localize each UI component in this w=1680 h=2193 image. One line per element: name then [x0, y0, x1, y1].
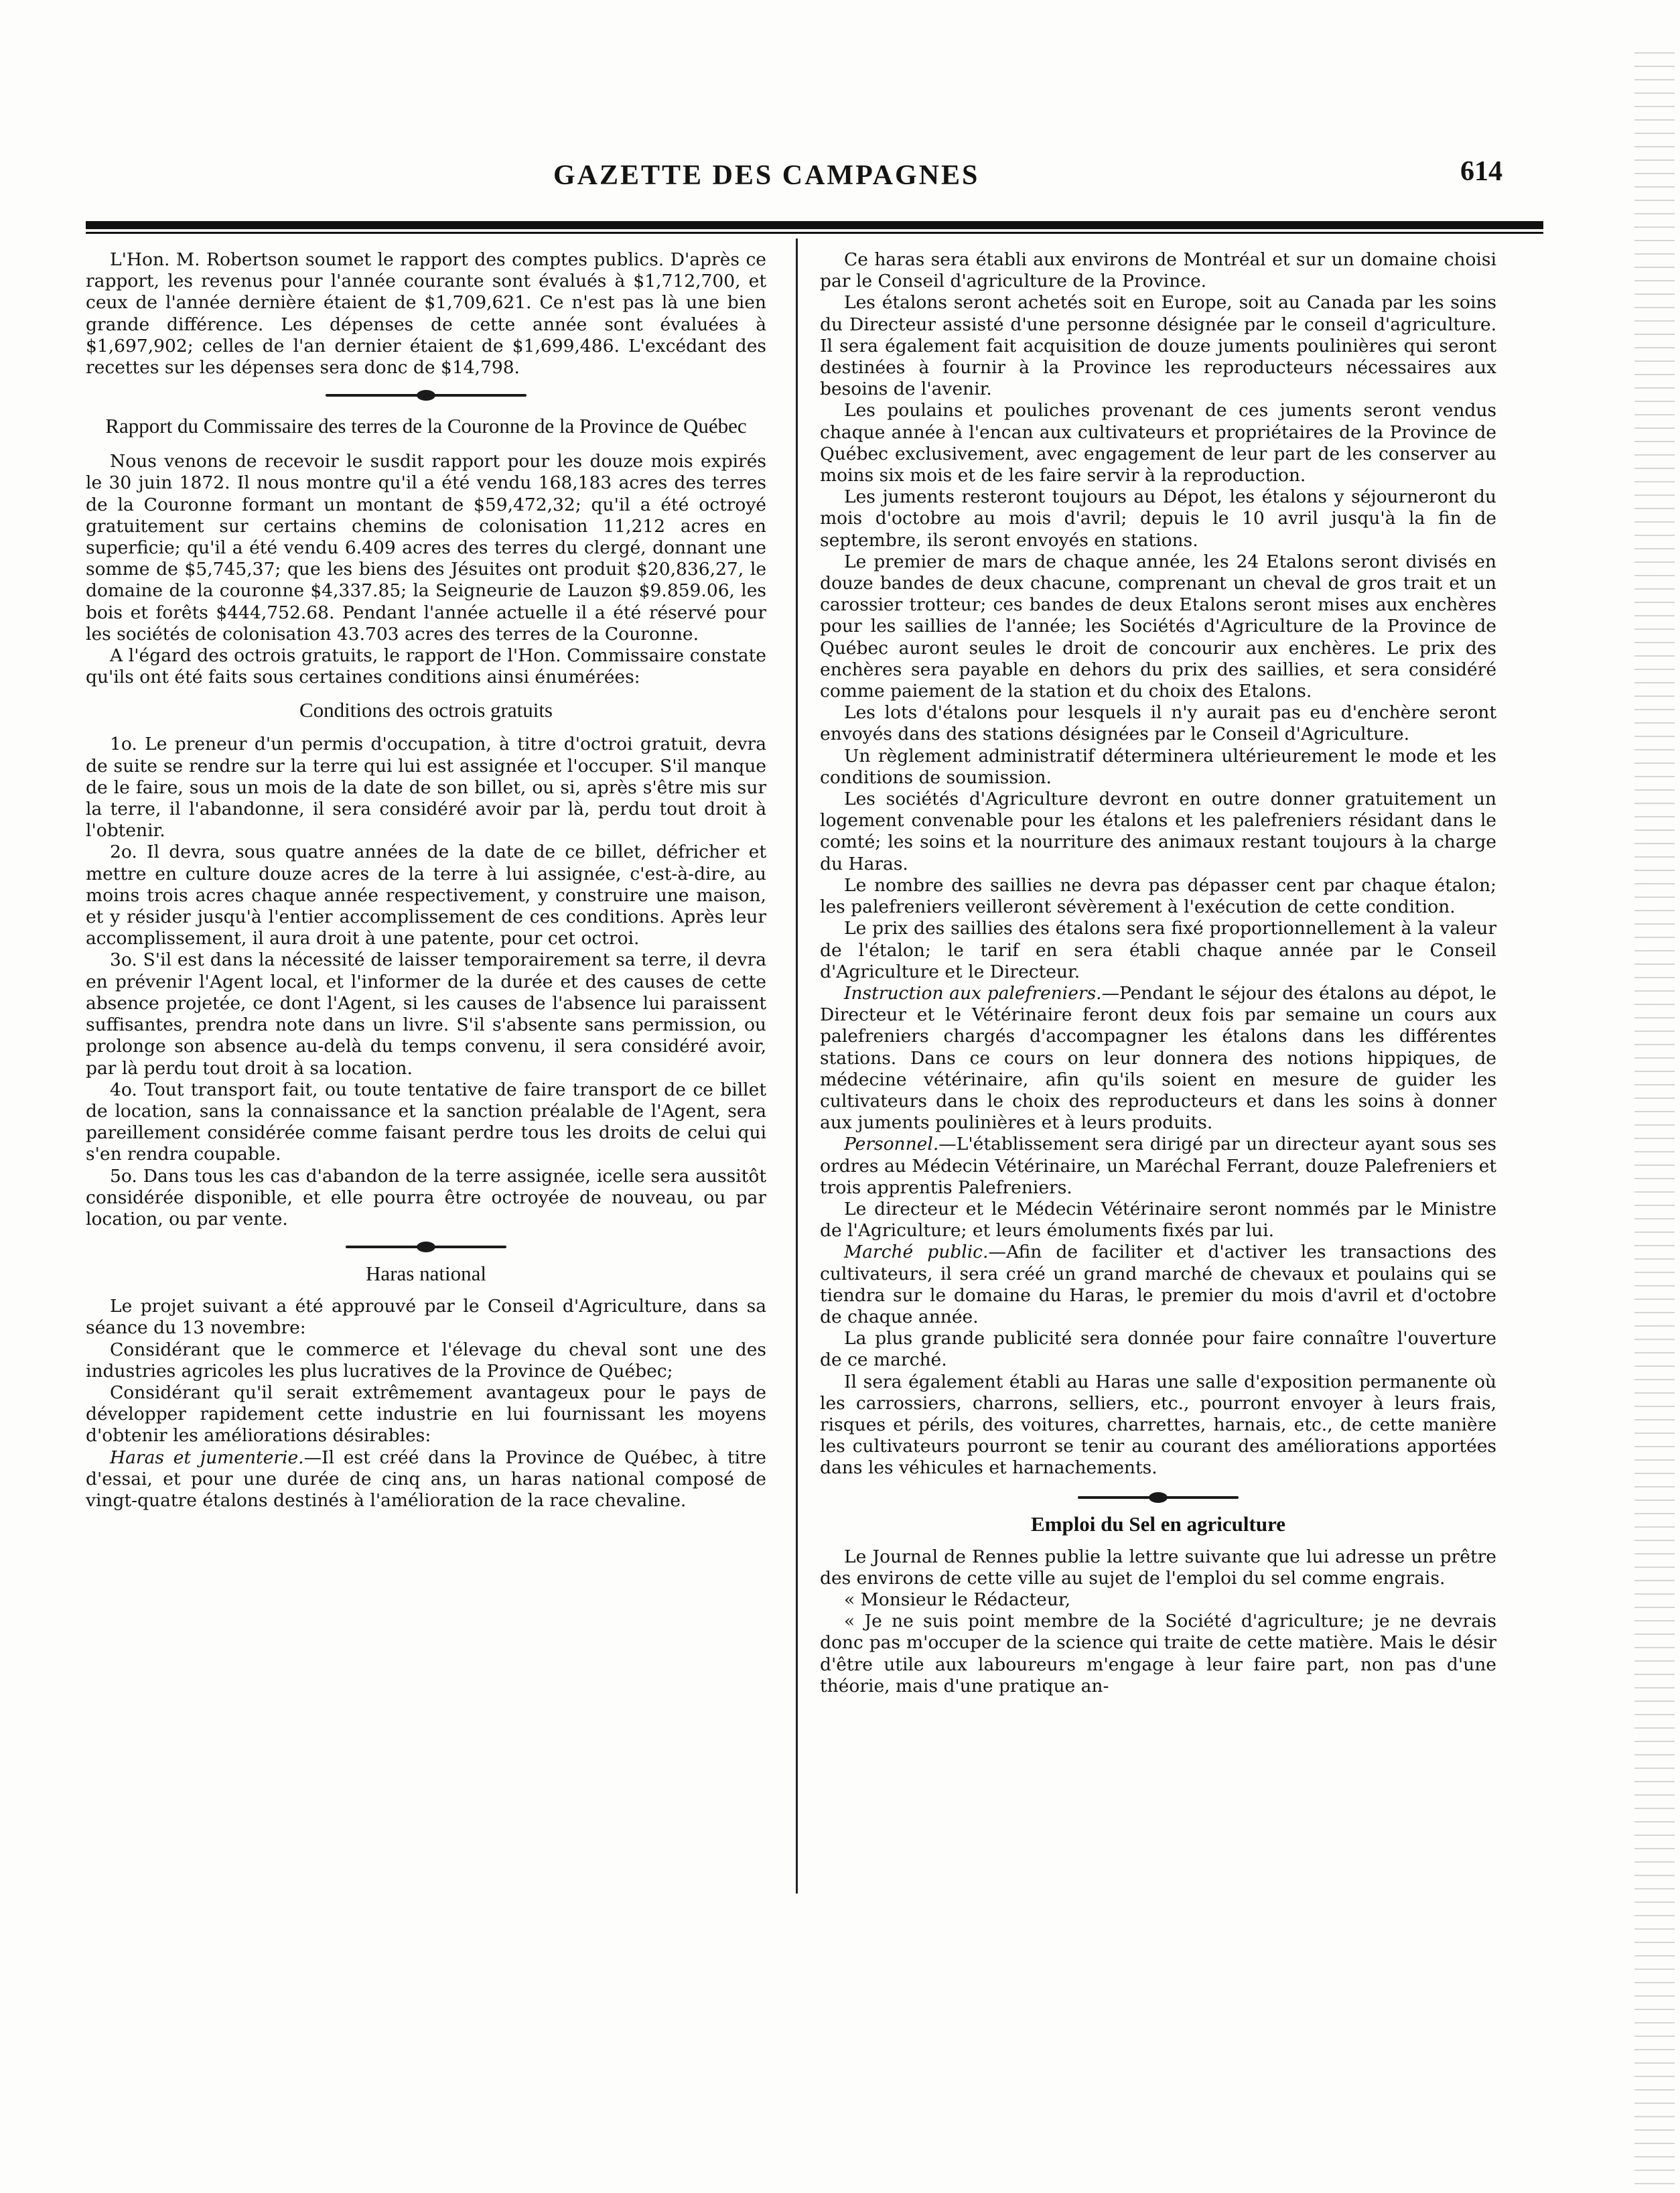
run-in-instruction: Instruction aux palefreniers. [844, 982, 1102, 1004]
heading-rapport-commissaire: Rapport du Commissaire des terres de la Couronne de la Province de Québec [105, 414, 747, 438]
article-nombre-saillies: Le nombre des saillies ne devra pas dépasser cent par chaque étalon; les palefreniers veilleront sévèrement à l'exécution de cette condition. [820, 874, 1496, 918]
article-marche-public [820, 1242, 1496, 1328]
header-rule-thin [86, 232, 1543, 234]
page-header [0, 153, 1680, 200]
section-ornament [346, 1240, 506, 1254]
newspaper-title: GAZETTE DES CAMPAGNES [553, 160, 980, 191]
condition-1o: 1o. Le preneur d'un permis d'occupation, à titre d'octroi gratuit, devra de suite se rendre sur la terre qui lui est assignée et l'occuper. S'il manque de le faire, sous un mois de la date de son billet, ou si, après s'être mis sur la terre, il l'abandonne, il sera considéré avoir par là, perdu tout droit à l'obtenir. [86, 734, 766, 842]
article-a-legard: A l'égard des octrois gratuits, le rapport de l'Hon. Commissaire constate qu'ils ont été faits sous certaines conditions ainsi énumérées: [86, 645, 766, 688]
condition-2o: 2o. Il devra, sous quatre années de la date de ce billet, défricher et mettre en culture douze acres de la terre à lui assignée, c'est-à-dire, au moins trois acres chaque année respectivement, y construire une maison, et y résider jusqu'à l'entier accomplissement de ces conditions. Après leur accomplissement, il aura droit à une patente, pour cet octroi. [86, 842, 766, 949]
text-haras-jumenterie: —Il est créé dans la Province de Québec, à titre d'essai, et pour une durée de cinq ans, un haras national composé de vingt-quatre étalons destinés à l'amélioration de la race chevaline. [86, 1447, 766, 1511]
text-personnel: —L'établissement sera dirigé par un directeur ayant sous ses ordres au Médecin Vétérinaire, un Maréchal Ferrant, douze Palefreniers et trois apprentis Palefreniers. [820, 1134, 1496, 1198]
run-in-haras-jumenterie: Haras et jumenterie. [110, 1447, 304, 1468]
section-ornament [326, 388, 527, 403]
scan-edge-artifact [1634, 40, 1675, 2184]
left-column [86, 249, 766, 1512]
article-prix-saillies: Le prix des saillies des étalons sera fixé proportionnellement à la valeur de l'étalon; le tarif en sera établi chaque année par le Conseil d'Agriculture et le Directeur. [820, 918, 1496, 982]
article-monsieur: « Monsieur le Rédacteur, [844, 1589, 1071, 1610]
article-considerant-2: Considérant qu'il serait extrêmement avantageux pour le pays de développer rapidement cette industrie en lui fournissant les moyens d'obtenir les améliorations désirables: [86, 1382, 766, 1447]
run-in-personnel: Personnel. [844, 1134, 939, 1155]
heading-emploi-sel: Emploi du Sel en agriculture [1030, 1512, 1286, 1536]
right-column [820, 249, 1496, 1697]
article-lots: Les lots d'étalons pour lesquels il n'y aurait pas eu d'enchère seront envoyés dans des stations désignées par le Conseil d'Agriculture. [820, 702, 1496, 745]
article-juments: Les juments resteront toujours au Dépot, les étalons y séjourneront du mois d'octobre au mois d'avril; depuis le 10 avril jusqu'à la fin de septembre, ils seront envoyés en stations. [820, 486, 1496, 551]
article-reglement: Un règlement administratif déterminera ultérieurement le mode et les conditions de soumission. [820, 745, 1496, 788]
text-instruction: —Pendant le séjour des étalons au dépot, le Directeur et le Vétérinaire feront deux fois par semaine un cours aux palefreniers chargés d'accompagner les étalons dans les différentes stations. Dans ce cours on leur donnera des notions hippiques, de médecine vétérinaire, afin qu'ils soient en mesure de guider les cultivateurs dans le choix des reproducteurs et dans les soins à donner aux juments poulinières et à leurs produits. [820, 982, 1496, 1134]
article-poulains: Les poulains et pouliches provenant de ces juments seront vendus chaque année à l'encan aux cultivateurs et propriétaires de la Province de Québec exclusivement, avec engagement de leur part de les conserver au moins six mois et de les faire servir à la reproduction. [820, 400, 1496, 486]
article-salle-exposition: Il sera également établi au Haras une salle d'exposition permanente où les carrossiers, charrons, selliers, etc., pourront envoyer à leurs frais, risques et périls, des voitures, charrettes, harnais, etc., de cette manière les cultivateurs pourront se tenir au courant des améliorations apportées dans les véhicules et harnachements. [820, 1371, 1496, 1479]
heading-conditions-octrois: Conditions des octrois gratuits [299, 698, 553, 722]
section-ornament [1078, 1490, 1239, 1505]
text-marche-public: —Afin de faciliter et d'activer les transactions des cultivateurs, il sera créé un grand marché de chevaux et poulains qui se tiendra sur le domaine du Haras, le premier du mois d'avril et d'octobre de chaque année. [820, 1242, 1496, 1327]
article-journal-rennes: Le Journal de Rennes publie la lettre suivante que lui adresse un prêtre des environs de cette ville au sujet de l'emploi du sel comme engrais. [820, 1546, 1496, 1589]
article-etalons: Les étalons seront achetés soit en Europe, soit au Canada par les soins du Directeur assisté d'une personne désignée par le conseil d'agriculture. Il sera également fait acquisition de douze juments poulinières qui seront destinées à fournir à la Province les reproducteurs nécessaires aux besoins de l'avenir. [820, 292, 1496, 400]
article-considerant-1: Considérant que le commerce et l'élevage du cheval sont une des industries agricoles les plus lucratives de la Province de Québec; [86, 1339, 766, 1382]
article-nous-venons: Nous venons de recevoir le susdit rapport pour les douze mois expirés le 30 juin 1872. Il nous montre qu'il a été vendu 168,183 acres des terres de la Couronne formant un montant de $59,472,32; qu'il a été octroyé gratuitement sur certains chemins de colonisation 11,212 acres en superficie; qu'il a été vendu 6.409 acres des terres du clergé, donnant une somme de $5,745,37; que les biens des Jésuites ont produit $20,836,27, le domaine de la couronne $4,337.85; la Seigneurie de Lauzon $9.859.06, les bois et forêts $444,752.68. Pendant l'année actuelle il a été réservé pour les sociétés de colonisation 43.703 acres des terres de la Couronne. [86, 451, 766, 645]
condition-5o: 5o. Dans tous les cas d'abandon de la terre assignée, icelle sera aussitôt considérée disponible, et elle pourra être octroyée de nouveau, ou par location, ou par vente. [86, 1165, 766, 1230]
article-societes: Les sociétés d'Agriculture devront en outre donner gratuitement un logement convenable pour les étalons et les palefreniers résidant dans le comté; les soins et la nourriture des animaux restant toujours à la charge du Haras. [820, 789, 1496, 874]
article-projet: Le projet suivant a été approuvé par le Conseil d'Agriculture, dans sa séance du 13 novembre: [86, 1296, 766, 1339]
header-rule-thick [86, 221, 1543, 229]
run-in-marche-public: Marché public. [844, 1242, 989, 1263]
article-robertson: L'Hon. M. Robertson soumet le rapport des comptes publics. D'après ce rapport, les revenus pour l'année courante sont évalués à $1,712,700, et ceux de l'année dernière étaient de $1,709,621. Ce n'est pas là une bien grande différence. Les dépenses de cette année sont évaluées à $1,697,902; celles de l'an dernier étaient de $1,699,486. L'excédant des recettes sur les dépenses sera donc de $14,798. [86, 249, 766, 379]
condition-3o: 3o. S'il est dans la nécessité de laisser temporairement sa terre, il devra en prévenir l'Agent local, et l'informer de la durée et des causes de cette absence projetée, ce dont l'Agent, si les causes de l'absence lui paraissent suffisantes, prendra note dans un livre. S'il s'absente sans permission, ou prolonge son absence au-delà du temps convenu, il sera considéré avoir, par là perdu tout droit à sa location. [86, 949, 766, 1079]
article-premier-mars: Le premier de mars de chaque année, les 24 Etalons seront divisés en douze bandes de deux chacune, comprenant un cheval de gros trait et un carossier trotteur; ces bandes de deux Etalons seront mises aux enchères pour les saillies de l'année; les Sociétés d'Agriculture de la Province de Québec auront seules le droit de concourir aux enchères. Le prix des enchères sera payable en dehors du prix des saillies, et sera considéré comme paiement de la station et du choix des Etalons. [820, 551, 1496, 702]
heading-haras-national: Haras national [366, 1262, 486, 1286]
column-divider [796, 239, 798, 1893]
article-directeur: Le directeur et le Médecin Vétérinaire seront nommés par le Ministre de l'Agriculture; et leurs émoluments fixés par lui. [820, 1198, 1496, 1242]
article-personnel [820, 1134, 1496, 1199]
article-publicite: La plus grande publicité sera donnée pour faire connaître l'ouverture de ce marché. [820, 1328, 1496, 1371]
page-number: 614 [1460, 156, 1502, 187]
condition-4o: 4o. Tout transport fait, ou toute tentative de faire transport de ce billet de location, sans la connaissance et la sanction préalable de l'Agent, sera pareillement considérée comme faisant perdre tous les droits de celui qui s'en rendra coupable. [86, 1079, 766, 1165]
article-instruction [820, 983, 1496, 1134]
article-haras-jumenterie [86, 1447, 766, 1512]
article-je-ne-suis: « Je ne suis point membre de la Société d'agriculture; je ne devrais donc pas m'occuper de la science qui traite de cette matière. Mais le désir d'être utile aux laboureurs m'engage à leur faire part, non pas d'une théorie, mais d'une pratique an- [820, 1611, 1496, 1697]
article-ce-haras: Ce haras sera établi aux environs de Montréal et sur un domaine choisi par le Conseil d'agriculture de la Province. [820, 249, 1496, 292]
